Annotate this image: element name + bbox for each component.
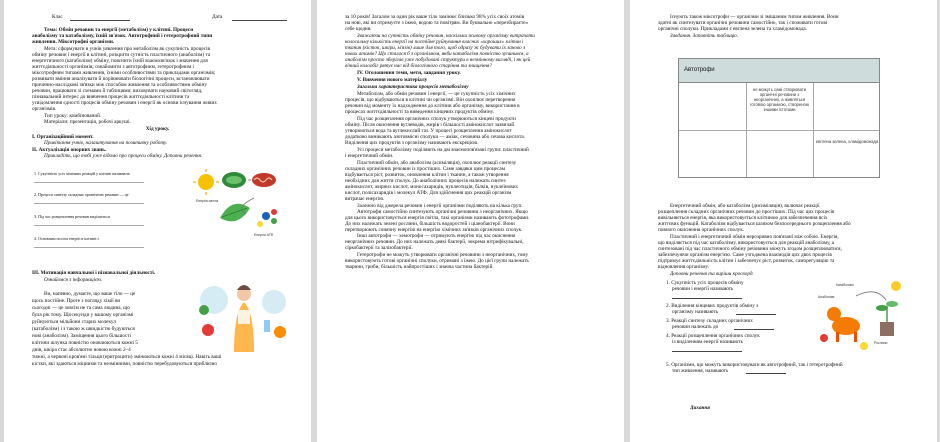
document-page-3 [630,0,937,442]
question-line: тканин (кісток, шкіри, м'язів) лише для того, щоб одразу ж будувати їх заново з [345,45,526,51]
goal-line: енергетичного (катаболізм) обміну, пояснити їхній взаємозв'язок і значення для [32,58,208,64]
question-line: колосальну кількість енергії на постійне руйнування власних «хороших» клітин і [345,39,524,45]
body-line: Виділення цих продуктів з організму називають екскрецією. [345,140,479,146]
body-line: синтезовані під час пластичного обміну речовини можуть згодом розщеплюватися, [658,246,842,252]
body-line: відновлення організму. [658,264,709,270]
water-glass-icon [264,320,270,332]
goal-line: причинно-наслідкові зв'язки між способом живлення та особливостями обміну [32,82,207,88]
section3-sub: Ознайомся з інформацією. [44,277,103,283]
goal-line: розвивати вміння аналізувати й порівнювати біологічні процеси, встановлювати [32,76,210,82]
document-page-2 [317,0,624,442]
motivation-line: була рік тому. Щосекунди у вашому організмі [32,312,134,318]
woman-icon [234,285,254,352]
body-line: органічні сполуки. Прикладами є евглена зелена та хламідомонада. [658,26,807,32]
task-item: тип живлення, називають [672,368,729,374]
body-line: себе щодня. [345,26,372,32]
sun-label: Енергія світла [196,199,219,203]
section-text: Прикладіть, що тобі уже відомо про процеси обміну. Доповни речення. [44,153,203,159]
topic-line: Тема: Обмін речовин та енергії (метаболізм) у клітині. Процеси [44,27,194,33]
body-line: здатні як синтезувати органічні речовини самостійно, так і споживати готові [658,20,828,26]
body-line: що виділяється під час катаболізму, використовується для реакцій анаболізму, а [658,240,835,246]
task-item: 3. Реакції синтезу складних органічних [666,318,753,324]
goal-line: речовин, працювати зі схемами й таблицями; виховувати науковий світогляд, [32,88,203,94]
task-item: 4. Реакції розщеплення органічних сполук [666,333,760,339]
body-line: підтримує життєдіяльність клітин і забезпечує ріст, розвиток, саморегуляцію та [658,258,835,264]
body-line: перетворюють сонячну енергію на енергію хімічних зв'язків органічних сполук. [345,227,523,233]
answer-line[interactable] [34,182,144,183]
motivation-line: днів, шкіра стає абсолютно новою кожні 2–4 [32,347,131,353]
body-line: забезпечуючи організм енергією. Саме узгоджена взаємодія цих двох процесів [658,252,832,258]
body-line: Пластичний обмін, або анаболізм (асиміляція), охоплює реакції синтезу [357,160,517,166]
lesson-progress-heading: Хід уроку. [145,126,170,132]
task-item: із виділенням енергії називають [672,339,743,345]
data-label: Дата [212,14,223,20]
body-line: необхідних для життя сполук. До анаболічних процесів належать синтез [345,178,506,184]
healthy-woman-illustration [194,280,294,352]
body-line: повного окиснення органічних сполук. [658,227,745,233]
body-line: відбувається ріст, розвиток, оновлення клітин і тканин, а також утворення [345,172,509,178]
section-heading: І. Організаційний момент. [32,134,94,140]
footer-text: Дихання [690,405,710,411]
task-item: 5. Організми, що можуть використовувати як автотрофний, так і гетеротрофний [666,362,843,368]
motivation-line: (катаболізм) і з такою ж швидкістю будуються [32,326,135,332]
body-line: Енергетичний обмін, або катаболізм (дисиміляція), включає реакції [670,203,820,209]
document-page-1 [4,0,311,442]
body-line: Пластичний і енергетичний обмін нерозривно пов'язані між собою. Енергія, [670,234,839,240]
goal-line: обміну речовин і енергії в клітині, розкрити сутність пластичного (анаболізм) та [32,52,211,58]
body-line: утворюються вода та вуглекислий газ. У процесі розщеплення амінокислот [345,128,512,134]
plant-icon [876,301,898,336]
goal-line: усвідомлення єдності процесів обміну речовин і енергії як основи існування живих [32,100,217,106]
body-line: сіркобактерії та залізобактерії. [345,245,413,251]
topic-line: анаболізму та катаболізму, їхній зв'язок. Автотрофний і гетеротрофний типи [32,33,213,39]
food-icon [820,334,868,350]
section-text: Привітання учнів, налаштування на позитивну роботу. [44,140,168,146]
answer-line[interactable] [34,203,144,204]
body-line: До них належать зелені рослини, більшість водоростей і ціанобактерії. Вони [345,221,515,227]
body-line: на нові, які ви отримуєте з їжею, водою та повітрям. Ви буквально «перезбираєте» [345,20,529,26]
goal-line: пізнавальний інтерес до вивчення процесів життєдіяльності клітини та [32,94,190,100]
task-item: 1. Сукупність усіх процесів обміну [666,280,744,286]
body-line: витрачає енергію. [345,196,385,202]
body-line: розщеплення складних органічних речовин до простіших. Під час цих процесів [658,209,835,215]
task-instruction: Завдання. Заповніть таблицю. [670,33,738,39]
anabolism-label: Анаболізм [818,295,835,299]
subsection-heading: Загальна характеристика процесів метаболізму [357,84,469,90]
motivation-line: тижні, а червоні кров'яні тільця (еритроцити) змінюються кожні 4 місяці. Навіть ваші [32,354,222,360]
task-item: речовин і енергії називають [672,286,734,292]
topic-line: живлення. Міксотрофні організми. [32,39,115,45]
body-line: процесів, що відбуваються в клітині чи організмі. Він охоплює перетворення [345,97,516,103]
body-line: обміну. Після окиснення вуглеводів, жирів і більшості амінокислот зазвичай [345,122,515,128]
klas-label: Клас [52,14,63,20]
task-item: організму називають [672,309,719,315]
goal-line: Мета: сформувати в учнів уявлення про метаболізм як сукупність процесів [44,46,210,52]
leaf-icon [220,204,250,222]
body-line: тварини, гриби, більшість найпростіших і значна частина бактерій. [345,264,494,270]
lesson-type: Тип уроку: комбінований. [44,113,102,119]
materials: Матеріали: презентація, робочі аркуші. [44,119,131,125]
body-line: Під час розщеплення органічних сполук утворюються кінцеві продукти [357,116,516,122]
body-line: складних органічних речовин із простіших. Саме завдяки цим процесам [345,166,505,172]
metabolism-illustration [192,158,284,244]
goal-line: життєдіяльності організмів; ознайомити з автотрофним, гетеротрофним і [32,64,194,70]
body-line: амінокислот, жирних кислот, моносахаридів, нуклеотидів, білків, нуклеїнових [345,184,519,190]
body-line: і енергетичний обмін. [345,153,394,159]
answer-line[interactable] [34,225,144,226]
motivation-line: кістки, які здаються міцними та незмінними, повністю перебудовуються приблизно [32,361,217,367]
goal-line: міксотрофним типами живлення, їхніми особливостями та прикладами організмів; [32,70,216,76]
motivation-line: щось постійне. Проте з погляду хімії ви [32,298,121,304]
catabolism-label: Катаболізм [836,283,854,287]
body-line: Метаболізм, або обмін речовин і енергії, — це сукупність усіх хімічних [357,91,516,97]
section-heading: V. Вивчення нового матеріалу [357,77,428,83]
klas-line [70,20,130,21]
section-heading: ІІ. Актуалізація опорних знань. [32,147,107,153]
motivation-line: сьогодні — це зовсім не та сама людина, що [32,305,130,311]
motivation-line: клітини шлунка повністю оновлюються кожні 5 [32,340,138,346]
body-line: додатково виникають азотовмісні сполуки — аміак, сечовина або сечова кислота. [345,134,525,140]
dog-icon [827,307,860,342]
mitochondria-icon [252,173,276,187]
body-line: за 10 років! Загалом за один рік ваше тіло замінює близько 98% усіх своїх атомів [345,14,525,20]
apple-icon [202,324,214,336]
chloroplast-icon [222,172,246,188]
metabolism-cycle-illustration [816,276,908,356]
motivation-line: Ви, напевно, думаєте, що ваше тіло — це [44,291,136,297]
answer-line[interactable] [34,247,144,248]
answer-line[interactable] [672,298,742,299]
orange-icon [274,326,286,338]
motivation-line: нові (анаболізм). Заміщення цього більшості [32,333,131,339]
table-cell[interactable]: не можуть самі створювати органічні речовини з неорганічних, а живляться готовою органікою, створеною іншими істотами [750,87,809,112]
sun-icon [891,281,901,291]
body-line: використовують готові органічні сполуки, отримані з їжею. До цієї групи належать [345,258,529,264]
table-header-label: Автотрофи [684,67,715,73]
fill-item: 3. Під час розщеплення речовин виділяється [34,214,110,219]
broccoli-icon [199,305,209,315]
body-line: Автотрофи самостійно синтезують органічні речовини з неорганічних. Якщо [357,209,528,215]
body-line: Залежно від джерела речовин і енергії організми поділяють на кілька груп. [357,203,523,209]
fill-item: 2. Процеси синтезу складних органічних речовин — це [34,192,129,197]
question-line: Зважаючи на сутність обміну речовин, наскільки живому організму витрачати [357,33,535,39]
atp-label: Енергія АТФ [254,233,274,237]
body-line: речовин від моменту їх надходження до клітини або організму, використання в [345,103,520,109]
body-line: Інші автотрофи — хемотрофи — отримують енергію під час окиснення [357,233,516,239]
body-line: вивільняється енергія, яка використовується клітиною для забезпечення всіх [658,215,828,221]
answer-line[interactable] [672,351,742,352]
body-line: Гетеротрофи не можуть утворювати органічні речовини з неорганічних, тому [357,252,529,258]
sun-icon [193,169,219,195]
body-line: кислот, полісахаридів і молекул АТФ. Для здійснення цих реакцій організм [345,190,512,196]
body-line: життєвих функцій. Катаболізм відбувається шляхом безпосереднього розщеплення або [658,221,851,227]
fill-item: 4. Основним носієм енергії в клітині є [34,236,100,241]
task-instruction: Доповни речення та виріши кросворд. [670,271,754,277]
body-line: для цього використовується енергія світла, такі організми називають фототрофами. [345,215,530,221]
motivation-line: руйнуються мільйони старих молекул [32,319,116,325]
question-line: анаболізм просто зберігав уже побудовані структури в незмінному вигляді, і як цей [345,57,531,63]
question-line: нових атомів? Що сталося б з організмом, якби катаболізм повністю зупинився, а [345,51,529,57]
question-line: вічний колообіг рятує нас від біологічного старіння та знищення? [345,63,492,69]
goal-line: організмів. [32,106,57,112]
data-line [232,20,287,21]
body-line: Усі процеси метаболізму поділяють на дві взаємопов'язані групи: пластичний [357,147,529,153]
answer-line[interactable] [746,373,786,374]
body-line: неорганічних речовин. До них належать деякі бактерії, зокрема нітрифікувальні, [345,239,524,245]
answer-line[interactable] [736,314,776,315]
task-item: 2. Виділення кінцевих продуктів обміну з [666,303,759,309]
section3-title: ІІІ. Мотивація навчальної і пізнавальної діяльності. [32,270,156,276]
answer-line[interactable] [734,329,774,330]
section-heading: IV. Оголошення теми, мети, завдання уроку. [357,70,461,76]
body-line: процесах життєдіяльності та виведення кінцевих продуктів обміну. [345,109,495,115]
plants-label: Рослини [874,341,888,345]
nutrition-types-table [678,58,880,178]
fill-item: 1. Сукупність усіх хімічних реакцій у клітині називають [34,171,131,176]
task-item: речовин належать до [672,324,719,330]
body-line: Існують також міксотрофи — організми зі змішаним типом живлення. Вони [670,14,839,20]
table-header [679,59,879,83]
table-cell[interactable]: евглена зелена, хламідомонада [815,139,879,144]
atp-molecule-icon [257,209,277,227]
